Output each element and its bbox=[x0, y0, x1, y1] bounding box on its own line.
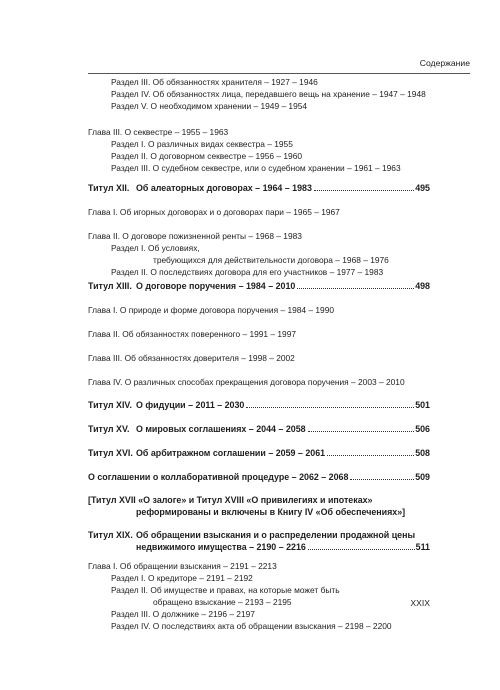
header-rule bbox=[88, 73, 470, 74]
toc-line: Раздел I. О различных видах секвестра – 1955 bbox=[111, 139, 293, 149]
running-head: Содержание bbox=[419, 58, 470, 68]
leader-dots bbox=[308, 549, 415, 550]
toc-title-12 bbox=[88, 183, 430, 194]
title-number: Титул XV. bbox=[88, 424, 130, 434]
title-text: О мировых соглашениях – 2044 – 2058 bbox=[136, 424, 306, 434]
title-page: 506 bbox=[415, 424, 430, 434]
toc-line: Раздел V. О необходимом хранении – 1949 – 1954 bbox=[111, 101, 308, 111]
toc-chapter: Глава II. О договоре пожизненной ренты – 1968 – 1983 bbox=[88, 231, 302, 241]
toc-line: Раздел IV. О последствиях акта об обращении взыскания – 2198 – 2200 bbox=[111, 621, 392, 631]
leader-dots bbox=[246, 407, 414, 408]
toc-line: Раздел II. О договорном секвестре – 1956 – 1960 bbox=[111, 151, 303, 161]
title-number: Титул XII. bbox=[88, 183, 130, 193]
toc-line: требующихся для действительности договора – 1968 – 1976 bbox=[153, 255, 389, 265]
toc-line: Раздел II. О последствиях договора для его участников – 1977 – 1983 bbox=[111, 267, 384, 277]
toc-line: обращено взыскание – 2193 – 2195 bbox=[153, 597, 292, 607]
toc-title-19 bbox=[136, 542, 430, 553]
toc-chapter: Глава I. Об обращении взыскания – 2191 – 2213 bbox=[88, 561, 277, 571]
toc-line: Раздел II. Об имуществе и правах, на которые может быть bbox=[111, 585, 340, 595]
toc-title-13 bbox=[88, 281, 430, 292]
toc-line: Раздел I. О кредиторе – 2191 – 2192 bbox=[111, 573, 253, 583]
title-text: недвижимого имущества – 2190 – 2216 bbox=[136, 542, 306, 552]
leader-dots bbox=[314, 190, 414, 191]
title-page: 508 bbox=[415, 448, 430, 458]
title-text: О договоре поручения – 1984 – 2010 bbox=[136, 281, 296, 291]
toc-chapter: Глава II. Об обязанностях поверенного – 1991 – 1997 bbox=[88, 329, 297, 339]
title-number: Титул XIV. bbox=[88, 400, 132, 410]
title-page: 501 bbox=[415, 400, 430, 410]
reformed-note-line: [Титул XVII «О залоге» и Титул XVIII «О привилегиях и ипотеках» bbox=[88, 495, 373, 505]
toc-chapter: Глава IV. О различных способах прекращения договора поручения – 2003 – 2010 bbox=[88, 377, 405, 387]
toc-line: Раздел IV. Об обязанностях лица, передавшего вещь на хранение – 1947 – 1948 bbox=[111, 89, 426, 99]
toc-line: Раздел I. Об условиях, bbox=[111, 243, 200, 253]
leader-dots bbox=[308, 431, 415, 432]
title-text: О соглашении о коллаборативной процедуре – 2062 – 2068 bbox=[88, 472, 349, 482]
toc-title-14 bbox=[88, 400, 430, 411]
title-text: О фидуции – 2011 – 2030 bbox=[136, 400, 245, 410]
title-number: Титул XVI. bbox=[88, 448, 133, 458]
title-text: Об алеаторных договорах – 1964 – 1983 bbox=[136, 183, 312, 193]
toc-title-15 bbox=[88, 424, 430, 435]
title-number: Титул XIII. bbox=[88, 281, 132, 291]
title-number: Титул XIX. bbox=[88, 530, 133, 540]
toc-line: Раздел III. Об обязанностях хранителя – 1927 – 1946 bbox=[111, 77, 318, 87]
title-text: Об обращении взыскания и о распределении продажной цены bbox=[136, 530, 416, 540]
page-number: XXIX bbox=[410, 598, 430, 608]
toc-chapter: Глава I. Об игорных договорах и о договорах пари – 1965 – 1967 bbox=[88, 207, 340, 217]
leader-dots bbox=[297, 288, 414, 289]
title-page: 509 bbox=[415, 472, 430, 482]
leader-dots bbox=[350, 479, 414, 480]
title-page: 495 bbox=[415, 183, 430, 193]
toc-chapter: Глава I. О природе и форме договора поручения – 1984 – 1990 bbox=[88, 305, 335, 315]
toc-chapter: Глава III. Об обязанностях доверителя – 1998 – 2002 bbox=[88, 353, 295, 363]
toc-line: Раздел III. О должнике – 2196 – 2197 bbox=[111, 609, 255, 619]
title-page: 498 bbox=[415, 281, 430, 291]
leader-dots bbox=[327, 455, 414, 456]
toc-title-collaborative bbox=[88, 472, 430, 483]
toc-chapter: Глава III. О секвестре – 1955 – 1963 bbox=[88, 127, 229, 137]
title-page: 511 bbox=[415, 542, 430, 552]
toc-title-16 bbox=[88, 448, 430, 459]
title-text: Об арбитражном соглашении – 2059 – 2061 bbox=[136, 448, 326, 458]
toc-line: Раздел III. О судебном секвестре, или о судебном хранении – 1961 – 1963 bbox=[111, 163, 401, 173]
reformed-note-line: реформированы и включены в Книгу IV «Об обеспечениях»] bbox=[136, 507, 406, 517]
